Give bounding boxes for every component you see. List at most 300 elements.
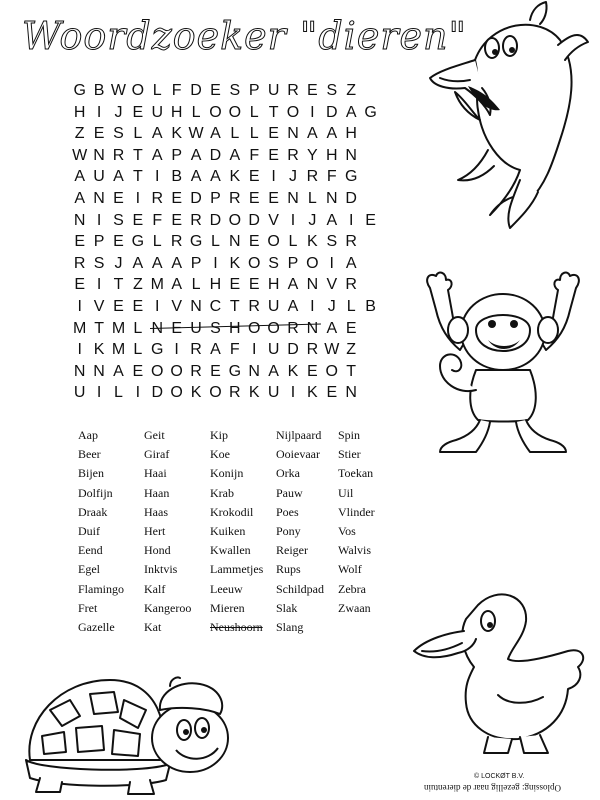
grid-letter[interactable]: A [132,254,144,272]
word-list-item: Leeuw [210,581,243,596]
grid-letter[interactable]: H [325,146,338,164]
grid-letter[interactable]: Z [346,82,357,99]
word-list-item: Wolf [338,562,362,577]
grid-letter[interactable]: I [251,341,257,359]
grid-letter[interactable]: R [190,341,202,359]
grid-letter[interactable]: I [290,384,296,402]
grid-letter[interactable]: L [133,125,143,143]
word-list-item: Ooievaar [276,447,320,462]
grid-letter[interactable]: A [210,341,221,359]
grid-letter[interactable]: U [267,297,280,315]
grid-letter[interactable]: N [151,319,164,337]
grid-letter[interactable]: R [229,189,241,207]
grid-letter[interactable]: D [151,384,164,402]
grid-letter[interactable]: N [93,146,105,164]
grid-letter[interactable]: J [114,254,123,272]
grid-letter[interactable]: K [229,254,241,272]
grid-letter[interactable] [361,231,380,253]
grid-letter[interactable]: U [73,384,86,402]
grid-letter[interactable]: P [93,233,105,251]
grid-letter[interactable]: I [96,211,102,229]
grid-letter[interactable]: E [132,103,144,121]
grid-letter[interactable]: E [113,189,124,207]
grid-letter[interactable]: R [190,211,202,229]
grid-letter[interactable]: E [248,276,260,294]
grid-letter[interactable]: O [170,384,183,402]
copyright-credit: © LOCKØT B.V. [474,773,525,780]
grid-letter[interactable]: A [307,125,318,143]
grid-letter[interactable]: T [113,276,124,294]
grid-letter[interactable]: N [73,211,86,229]
grid-letter[interactable]: E [113,297,124,315]
word-list-item: Geit [144,428,165,442]
grid-letter[interactable]: H [267,276,280,294]
grid-letter[interactable] [361,145,380,167]
grid-letter[interactable]: E [248,168,260,186]
grid-letter[interactable]: E [307,362,318,380]
grid-letter[interactable]: V [93,297,105,315]
grid-letter[interactable]: D [209,211,222,229]
word-list-item: Spin [338,428,361,442]
grid-letter[interactable]: R [345,233,357,251]
grid-letter[interactable]: O [267,319,280,337]
word-list-item: Kwallen [210,543,251,558]
grid-letter[interactable]: K [307,384,318,402]
grid-letter[interactable]: E [248,233,260,251]
grid-letter[interactable]: Y [307,146,318,164]
grid-letter[interactable]: V [171,297,182,315]
grid-letter[interactable]: K [307,233,318,251]
grid-letter[interactable]: A [210,125,221,143]
grid-letter[interactable]: M [150,276,164,294]
grid-letter[interactable]: M [73,319,87,337]
grid-letter[interactable]: I [96,276,102,294]
grid-letter[interactable]: N [287,189,299,207]
grid-letter[interactable]: A [151,254,163,272]
grid-letter[interactable]: E [268,125,279,143]
grid-letter[interactable]: E [210,362,221,380]
grid-letter[interactable]: E [93,125,105,143]
grid-letter[interactable]: O [170,362,183,380]
grid-letter[interactable]: I [310,297,315,315]
grid-letter[interactable]: E [345,319,357,337]
word-list-item: Flamingo [78,581,125,596]
grid-letter[interactable]: S [210,319,221,337]
grid-letter[interactable]: K [229,168,241,186]
grid-letter[interactable]: A [74,189,86,207]
grid-letter[interactable]: L [230,125,240,143]
word-list-item: Eend [78,543,103,558]
grid-letter[interactable]: G [344,168,358,186]
word-list-item: Rups [276,562,301,577]
grid-letter[interactable]: A [229,146,241,164]
word-list-item: Haan [144,485,170,500]
grid-letter[interactable]: U [151,103,164,121]
grid-letter[interactable]: L [133,319,143,337]
grid-letter[interactable]: N [345,146,357,164]
grid-letter[interactable]: A [190,146,202,164]
grid-letter[interactable]: E [171,211,182,229]
grid-letter[interactable]: A [74,168,86,186]
grid-letter[interactable]: A [326,211,338,229]
grid-letter[interactable]: E [74,276,86,294]
grid-letter[interactable]: A [151,146,163,164]
grid-letter[interactable]: O [209,103,222,121]
duck-illustration [408,585,593,760]
grid-letter[interactable]: L [191,276,201,294]
grid-letter[interactable]: R [287,319,299,337]
grid-letter[interactable]: N [93,362,105,380]
word-list-item: Pauw [276,485,303,500]
grid-letter[interactable]: S [113,125,124,143]
word-list-item: Aap [78,428,98,442]
grid-letter[interactable]: D [248,211,260,229]
grid-letter[interactable]: R [151,189,164,207]
grid-letter[interactable] [361,123,380,145]
grid-letter[interactable]: E [171,189,182,207]
grid-letter[interactable]: E [113,233,124,251]
grid-letter[interactable] [361,382,380,404]
grid-letter[interactable]: N [345,384,357,402]
grid-letter[interactable]: E [132,362,144,380]
grid-letter[interactable]: E [171,319,182,337]
grid-letter[interactable]: I [155,297,160,315]
word-list-item: Kuiken [210,523,246,538]
grid-letter[interactable]: A [326,319,338,337]
grid-letter[interactable]: N [287,125,299,143]
word-list-item: Vlinder [338,504,375,519]
grid-letter[interactable]: A [345,254,357,272]
monkey-illustration [418,270,588,460]
word-list-item: Nijlpaard [276,428,322,442]
grid-letter[interactable]: S [326,233,338,251]
grid-letter[interactable]: A [287,297,299,315]
word-list-item: Fret [78,600,98,615]
word-list-item: Pony [276,523,301,538]
word-list-item: Lammetjes [210,562,264,577]
grid-letter[interactable]: I [329,254,334,272]
grid-letter[interactable]: R [248,297,260,315]
grid-letter[interactable]: I [290,211,296,229]
grid-letter[interactable]: L [152,233,162,251]
turtle-illustration [20,670,240,795]
grid-letter[interactable]: A [210,168,221,186]
word-list-item: Kalf [144,581,166,596]
grid-letter[interactable]: Z [346,341,357,359]
grid-letter[interactable]: G [131,233,145,251]
grid-letter[interactable]: J [327,297,336,315]
grid-letter[interactable]: H [209,276,222,294]
grid-letter[interactable]: B [93,82,105,99]
word-list-item: Poes [276,504,299,519]
word-list-item: Slak [276,600,298,615]
grid-letter[interactable]: T [94,319,104,337]
grid-letter[interactable]: R [229,384,241,402]
grid-letter[interactable]: P [287,254,299,272]
grid-letter[interactable]: A [190,168,202,186]
grid-letter[interactable]: F [171,82,182,99]
grid-letter[interactable]: G [151,341,164,359]
grid-letter[interactable]: I [310,103,315,121]
grid-letter[interactable]: R [306,341,319,359]
grid-letter[interactable]: D [287,341,299,359]
grid-letter[interactable]: V [268,211,279,229]
grid-letter[interactable]: L [133,341,143,359]
word-list-item: Inktvis [144,562,178,577]
grid-letter[interactable]: N [306,319,319,337]
grid-letter[interactable]: S [268,254,279,272]
grid-letter[interactable]: K [190,384,202,402]
grid-letter[interactable]: I [271,168,276,186]
grid-letter[interactable]: I [77,297,82,315]
grid-letter[interactable]: A [151,125,163,143]
grid-letter[interactable]: O [267,233,280,251]
grid-letter[interactable]: D [325,103,338,121]
grid-letter[interactable]: D [209,146,222,164]
grid-letter[interactable]: O [286,103,300,121]
grid-letter[interactable]: U [190,319,202,337]
grid-letter[interactable]: J [308,211,317,229]
grid-letter[interactable]: R [287,146,299,164]
grid-letter[interactable]: G [228,362,242,380]
grid-letter[interactable] [361,339,380,361]
grid-letter[interactable]: N [325,189,338,207]
grid-letter[interactable]: E [229,276,241,294]
grid-letter[interactable]: I [135,384,141,402]
grid-letter[interactable]: L [249,125,259,143]
grid-letter[interactable]: O [247,319,261,337]
grid-letter[interactable]: O [228,211,242,229]
grid-letter[interactable]: I [213,254,218,272]
word-list-item: Beer [78,447,101,462]
word-list-item: Krokodil [210,504,254,519]
grid-letter[interactable]: E [365,211,376,229]
grid-letter[interactable]: W [324,341,340,359]
word-list-item: Koe [210,447,230,462]
grid-letter[interactable]: E [268,146,279,164]
grid-letter[interactable]: E [248,189,260,207]
grid-letter[interactable]: I [77,341,82,359]
grid-letter[interactable] [361,80,380,102]
word-list-item: Reiger [276,543,308,558]
grid-letter[interactable]: S [229,82,241,99]
grid-letter[interactable]: K [248,384,260,402]
grid-letter[interactable]: O [151,362,164,380]
grid-letter[interactable]: W [110,82,127,99]
grid-letter[interactable]: R [287,82,299,99]
grid-letter[interactable]: W [188,125,204,143]
grid-letter[interactable]: T [268,103,279,121]
grid-letter[interactable]: O [209,384,222,402]
grid-letter[interactable]: E [268,189,279,207]
word-list-item: Kat [144,619,162,634]
grid-letter[interactable]: N [229,233,241,251]
grid-letter[interactable]: I [174,341,179,359]
grid-letter[interactable]: E [326,384,338,402]
grid-letter[interactable]: O [325,362,338,380]
grid-letter[interactable]: O [131,82,145,99]
grid-letter[interactable]: T [229,297,240,315]
grid-letter[interactable]: H [73,103,86,121]
grid-letter[interactable]: A [113,362,124,380]
grid-letter[interactable]: E [307,82,318,99]
word-list-item: Zwaan [338,600,371,615]
grid-letter[interactable]: A [113,168,124,186]
grid-letter[interactable]: Z [132,276,143,294]
word-list-item: Haas [144,504,168,519]
grid-letter[interactable]: K [171,125,182,143]
grid-letter[interactable]: D [190,82,202,99]
grid-letter[interactable] [361,318,380,340]
grid-letter[interactable]: H [345,125,357,143]
grid-letter[interactable]: Z [74,125,85,143]
word-list [78,426,398,637]
grid-letter[interactable]: J [114,103,123,121]
grid-letter[interactable]: F [229,341,240,359]
word-list-item: Hond [144,543,171,558]
word-list-item: Haai [144,466,167,481]
word-list-item: Bijen [78,466,104,481]
grid-letter[interactable]: O [247,254,261,272]
grid-letter[interactable]: L [152,82,162,99]
grid-letter[interactable]: N [248,362,260,380]
grid-letter[interactable]: A [268,362,279,380]
grid-letter[interactable]: A [171,276,182,294]
grid-letter[interactable]: O [306,254,319,272]
word-list-item: Neushoorn [210,619,263,634]
grid-letter[interactable]: T [132,168,143,186]
grid-letter[interactable]: F [326,168,337,186]
grid-letter[interactable]: L [114,384,123,402]
grid-letter[interactable]: A [287,276,299,294]
word-list-item: Egel [78,562,100,577]
grid-letter[interactable]: V [326,276,338,294]
grid-letter[interactable]: N [93,189,105,207]
word-list-item: Slang [276,619,304,634]
word-list-item: Duif [78,523,100,538]
word-list-item: Vos [338,523,356,538]
grid-letter[interactable]: I [155,168,160,186]
grid-letter[interactable]: N [73,362,86,380]
grid-letter[interactable]: P [190,254,202,272]
word-list-item: Zebra [338,581,366,596]
grid-letter[interactable]: J [288,168,297,186]
word-list-item: Uil [338,485,354,500]
grid-letter[interactable]: I [348,211,354,229]
grid-letter[interactable]: G [73,82,86,99]
grid-letter[interactable]: A [171,254,182,272]
grid-letter[interactable]: L [191,103,201,121]
word-list-item: Draak [78,504,108,519]
grid-letter[interactable] [361,253,380,275]
grid-letter[interactable]: R [345,276,357,294]
grid-letter[interactable]: P [210,189,221,207]
grid-letter[interactable]: H [170,103,183,121]
grid-letter[interactable]: D [345,189,357,207]
grid-letter[interactable]: S [326,82,338,99]
grid-letter[interactable]: K [287,362,299,380]
grid-letter[interactable]: L [307,189,317,207]
grid-letter[interactable]: S [93,254,105,272]
grid-letter[interactable]: L [210,233,220,251]
grid-letter[interactable]: P [248,82,260,99]
grid-letter[interactable]: T [132,146,143,164]
grid-letter[interactable]: U [267,82,280,99]
word-list-item: Orka [276,466,300,481]
grid-letter[interactable]: M [111,341,126,359]
grid-letter[interactable]: H [229,319,241,337]
grid-letter[interactable]: A [345,103,357,121]
grid-letter[interactable]: A [326,125,338,143]
word-list-item: Walvis [338,543,372,558]
grid-letter[interactable]: F [152,211,163,229]
grid-letter[interactable]: E [210,82,221,99]
grid-letter[interactable]: W [72,146,88,164]
word-list-item: Kip [210,428,228,442]
page-title: Woordzoeker "dieren" [22,14,467,58]
grid-letter[interactable]: C [209,297,222,315]
grid-letter[interactable] [361,166,380,188]
grid-letter[interactable]: N [306,276,319,294]
grid-letter[interactable]: I [96,103,102,121]
grid-letter[interactable]: S [113,211,124,229]
grid-letter[interactable]: G [364,103,377,121]
grid-letter[interactable]: D [190,189,202,207]
word-list-item: Kangeroo [144,600,192,615]
grid-letter[interactable]: G [189,233,203,251]
grid-letter[interactable]: T [346,362,357,380]
word-list-item: Mieren [210,600,245,615]
grid-letter[interactable] [361,188,380,210]
grid-letter[interactable]: L [346,297,356,315]
grid-letter[interactable]: M [111,319,126,337]
grid-letter[interactable]: U [93,168,105,186]
grid-letter[interactable]: B [365,297,376,315]
grid-letter[interactable]: F [249,146,260,164]
grid-letter[interactable]: E [132,297,144,315]
word-list-item: Krab [210,485,234,500]
word-list-item: Hert [144,523,166,538]
grid-letter[interactable]: R [306,168,319,186]
word-list-item: Toekan [338,466,374,481]
grid-letter[interactable]: L [288,233,298,251]
grid-letter[interactable]: I [96,384,102,402]
grid-letter[interactable]: K [93,341,105,359]
grid-letter[interactable]: N [190,297,202,315]
grid-letter[interactable]: R [73,254,86,272]
grid-letter[interactable]: I [135,189,141,207]
grid-letter[interactable]: B [171,168,182,186]
word-list-item: Dolfijn [78,485,113,500]
word-list-item [338,618,398,637]
grid-letter[interactable]: U [267,384,280,402]
grid-letter[interactable] [361,361,380,383]
grid-letter[interactable]: R [112,146,125,164]
grid-letter[interactable]: E [74,233,86,251]
grid-letter[interactable]: R [190,362,202,380]
grid-letter[interactable]: P [171,146,182,164]
word-list-item: Giraf [144,447,170,462]
dolphin-illustration [420,0,590,230]
grid-letter[interactable] [361,274,380,296]
grid-letter[interactable]: L [249,103,259,121]
word-list-item: Stier [338,447,361,462]
grid-letter[interactable]: E [132,211,144,229]
grid-letter[interactable]: U [267,341,280,359]
grid-letter[interactable]: R [170,233,183,251]
grid-letter[interactable]: O [228,103,242,121]
letter-grid[interactable] [70,80,380,404]
